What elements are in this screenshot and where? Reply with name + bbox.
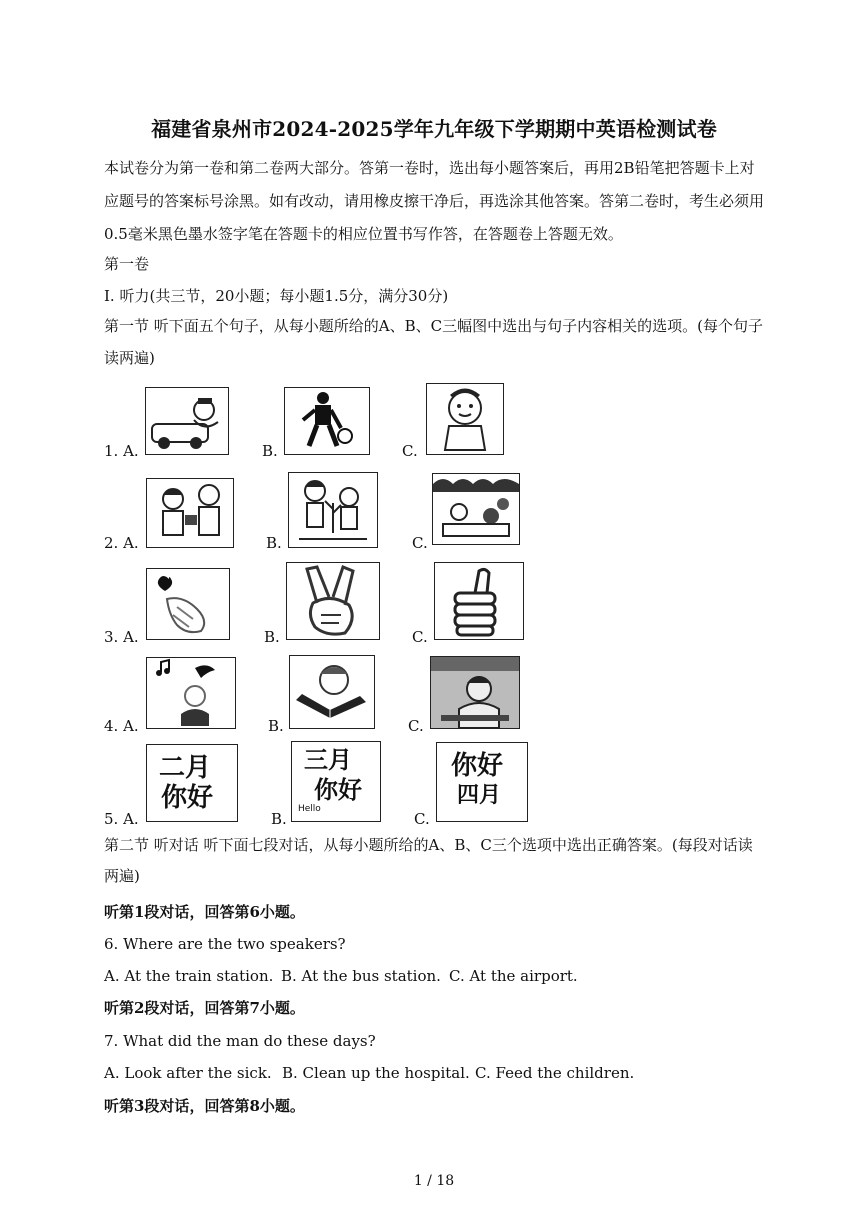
- question-7-option-a[interactable]: A. Look after the sick.: [104, 1064, 272, 1082]
- driver-car-picture[interactable]: [145, 387, 229, 455]
- family-picnic-picture[interactable]: [432, 473, 520, 545]
- question-7-option-b[interactable]: B. Clean up the hospital.: [282, 1064, 470, 1082]
- calligraphy-march-picture[interactable]: [291, 741, 381, 822]
- section2-instructions: 第二节 听对话 听下面七段对话，从每小题所给的A、B、C三个选项中选出正确答案。(每段对话读两遍): [104, 836, 753, 885]
- question-6-option-c[interactable]: C. At the airport.: [449, 967, 578, 985]
- question-5-option-b: B.: [271, 810, 287, 828]
- question-4-option-b: B.: [268, 717, 284, 735]
- question-5-label: 5. A.: [104, 810, 139, 828]
- calligraphy-a-line2: 你好: [161, 783, 214, 813]
- question-7-options: [104, 1063, 634, 1083]
- question-3-label: 3. A.: [104, 628, 139, 646]
- calligraphy-c-line2: 四月: [457, 783, 502, 808]
- calligraphy-b-line1: 三月: [304, 746, 352, 774]
- victory-hand-picture[interactable]: [286, 562, 380, 640]
- finger-heart-picture[interactable]: [146, 568, 230, 640]
- question-6-options: [104, 966, 578, 986]
- question-3-option-b: B.: [264, 628, 280, 646]
- question-1-label: 1. A.: [104, 442, 139, 460]
- question-7: 7. What did the man do these days?: [104, 1032, 376, 1050]
- doctor-cartoon-picture[interactable]: [426, 383, 504, 455]
- calligraphy-b-line2: 你好: [314, 776, 362, 804]
- dialogue-1-intro: 听第1段对话，回答第6小题。: [104, 903, 305, 921]
- calligraphy-february-picture[interactable]: [146, 744, 238, 822]
- volume-heading: 第一卷: [104, 255, 150, 273]
- boy-desk-picture[interactable]: [430, 656, 520, 729]
- calligraphy-hello-picture[interactable]: [436, 742, 528, 822]
- question-4-label: 4. A.: [104, 717, 139, 735]
- question-6: 6. Where are the two speakers?: [104, 935, 346, 953]
- question-5-option-c: C.: [414, 810, 430, 828]
- singing-girl-picture[interactable]: [146, 657, 236, 729]
- question-2-label: 2. A.: [104, 534, 139, 552]
- question-1-option-b: B.: [262, 442, 278, 460]
- question-7-option-c[interactable]: C. Feed the children.: [475, 1064, 635, 1082]
- basketball-player-picture[interactable]: [284, 387, 370, 455]
- boy-reading-picture[interactable]: [289, 655, 375, 729]
- question-2-option-b: B.: [266, 534, 282, 552]
- question-6-option-b[interactable]: B. At the bus station.: [281, 967, 441, 985]
- page-number: 1 / 18: [413, 1173, 455, 1189]
- dialogue-2-intro: 听第2段对话，回答第7小题。: [104, 999, 305, 1017]
- calligraphy-a-line1: 二月: [159, 753, 212, 783]
- calligraphy-b-small: Hello: [298, 804, 321, 814]
- question-1-option-c: C.: [402, 442, 418, 460]
- section1-instructions: 第一节 听下面五个句子，从每小题所给的A、B、C三幅图中选出与句子内容相关的选项。(每个句子读两遍): [104, 317, 763, 367]
- dialogue-3-intro: 听第3段对话，回答第8小题。: [104, 1097, 305, 1115]
- listening-heading: I. 听力(共三节，20小题；每小题1.5分，满分30分): [104, 287, 449, 305]
- children-planting-picture[interactable]: [288, 472, 378, 548]
- page-title: 福建省泉州市2024-2025学年九年级下学期期中英语检测试卷: [151, 117, 717, 141]
- question-4-option-c: C.: [408, 717, 424, 735]
- intro-paragraph: 本试卷分为第一卷和第二卷两大部分。答第一卷时，选出每小题答案后，再用2B铅笔把答题卡上对应题号的答案标号涂黑。如有改动，请用橡皮擦干净后，再选涂其他答案。答第二卷时，考生必须用0.5毫米黑色墨水签字笔在答题卡的相应位置书写作答，在答题卷上答题无效。: [104, 159, 765, 243]
- question-2-option-c: C.: [412, 534, 428, 552]
- calligraphy-c-line1: 你好: [451, 751, 504, 781]
- thumbs-up-picture[interactable]: [434, 562, 524, 640]
- question-3-option-c: C.: [412, 628, 428, 646]
- question-6-option-a[interactable]: A. At the train station.: [104, 967, 274, 985]
- children-gift-picture[interactable]: [146, 478, 234, 548]
